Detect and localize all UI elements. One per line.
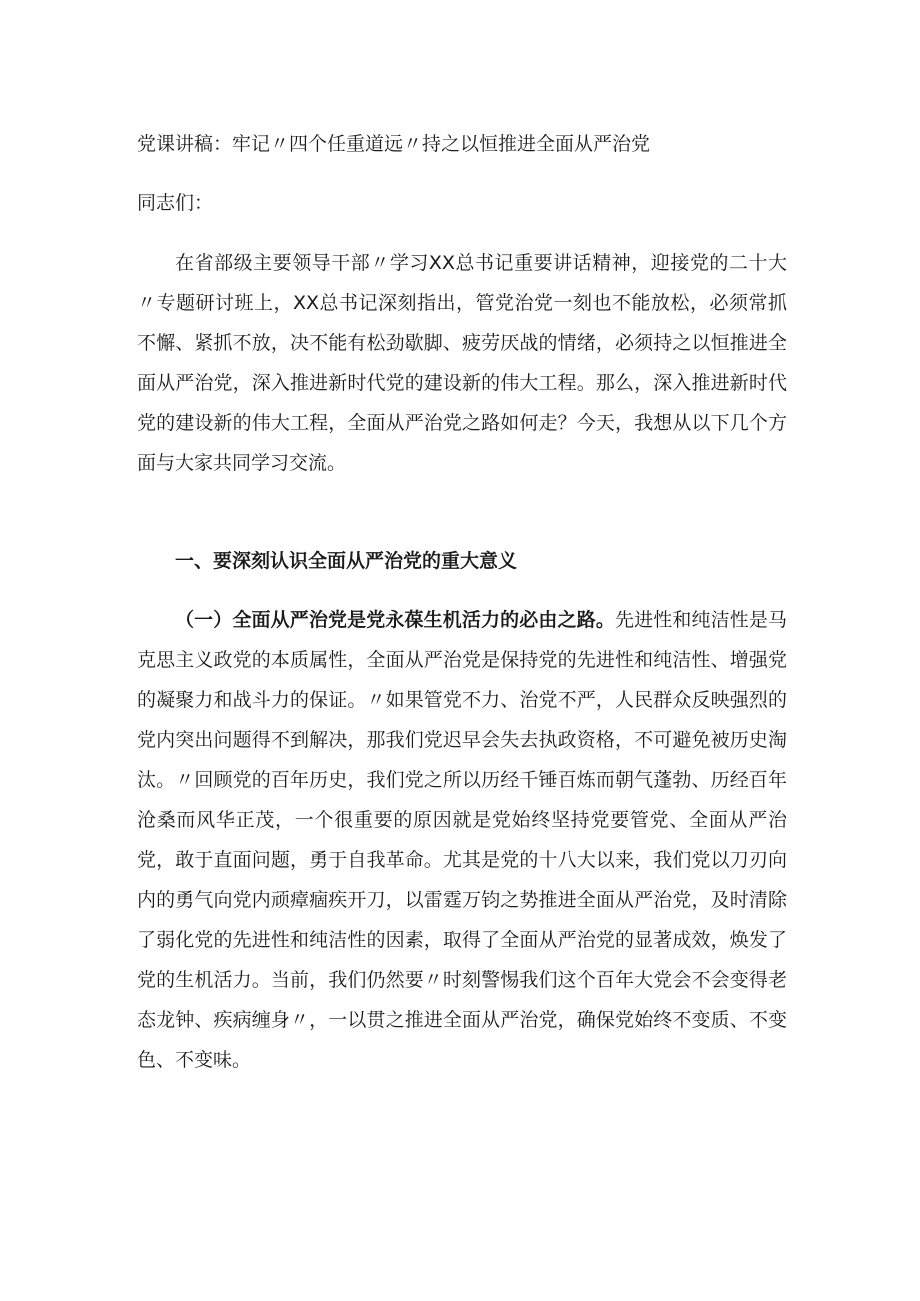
subsection-body: 先进性和纯洁性是马克思主义政党的本质属性，全面从严治党是保持党的先进性和纯洁性、增强党的凝聚力和战斗力的保证。〃如果管党不力、治党不严，人民群众反映强烈的党内突出问题得不到解决，那我们党迟早会失去执政资格，不可避免被历史淘汰。〃回顾党的百年历史，我们党之所以历经千锤百炼而朝气蓬勃、历经百年沧桑而风华正茂，一个很重要的原因就是党始终坚持党要管党、全面从严治党，敢于直面问题，勇于自我革命。尤其是党的十八大以来，我们党以刀刃向内的勇气向党内顽瘴痼疾开刀，以雷霆万钧之势推进全面从严治党，及时清除了弱化党的先进性和纯洁性的因素，取得了全面从严治党的显著成效，焕发了党的生机活力。当前，我们仍然要〃时刻警惕我们这个百年大党会不会变得老态龙钟、疾病缠身〃，一以贯之推进全面从严治党，确保党始终不变质、不变色、不变味。: [137, 609, 787, 1071]
subsection-paragraph: [137, 600, 787, 1080]
intro-paragraph: 在省部级主要领导干部〃学习XX总书记重要讲话精神，迎接党的二十大〃专题研讨班上，XX总书记深刻指出，管党治党一刻也不能放松，必须常抓不懈、紧抓不放，决不能有松劲歇脚、疲劳厌战的情绪，必须持之以恒推进全面从严治党，深入推进新时代党的建设新的伟大工程。那么，深入推进新时代党的建设新的伟大工程，全面从严治党之路如何走？今天，我想从以下几个方面与大家共同学习交流。: [137, 252, 787, 474]
subsection-lead: （一）全面从严治党是党永葆生机活力的必由之路。: [175, 609, 615, 631]
section-heading: 一、要深刻认识全面从严治党的重大意义: [175, 550, 518, 572]
salutation: 同志们：: [137, 192, 214, 214]
document-title: 党课讲稿：牢记〃四个任重道远〃持之以恒推进全面从严治党: [137, 133, 651, 155]
